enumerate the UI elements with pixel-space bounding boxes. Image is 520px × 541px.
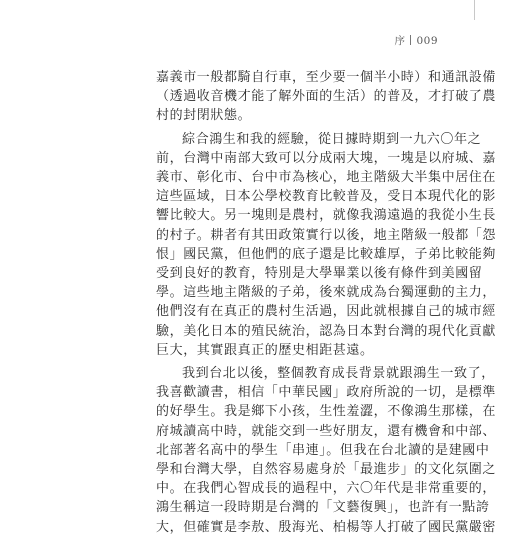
text-line: 村的封閉狀態。: [156, 108, 252, 124]
text-line: 恨」國民黨，但他們的底子還是比較雄厚，子弟比較能夠: [156, 246, 497, 262]
text-line: 綜合鴻生和我的經驗，從日據時期到一九六〇年之: [182, 131, 482, 147]
paragraph-2: [156, 130, 497, 360]
text-line: 我喜歡讀書，相信「中華民國」政府所說的一切，是標準: [156, 385, 497, 401]
text-line: 中。在我們心智成長的過程中，六〇年代是非常重要的，: [156, 481, 497, 497]
section-title: 序: [394, 35, 406, 47]
text-line: 學和台灣大學，自然容易處身於「最進步」的文化氛圍之: [156, 462, 497, 478]
paragraph-1: [156, 68, 497, 126]
text-line: 嘉義市一般都騎自行車，至少要一個半小時）和通訊設備: [156, 70, 497, 85]
text-line: 學。這些地主階級的子弟，後來就成為台獨運動的主力，: [156, 285, 497, 301]
text-line: 我到台北以後，整個教育成長背景就跟鴻生一致了，: [182, 366, 495, 382]
text-line: 北部著名高中的學生「串連」。但我在台北讀的是建國中: [156, 442, 490, 458]
text-line: 受到良好的教育，特別是大學畢業以後有條件到美國留: [156, 266, 483, 282]
body-text: [156, 68, 497, 541]
text-line: （透過收音機才能了解外面的生活）的普及，才打破了農: [156, 89, 497, 105]
text-line: 前，台灣中南部大致可以分成兩大塊，一塊是以府城、嘉: [156, 150, 497, 166]
page-number: 009: [416, 35, 438, 47]
text-line: 響比較大。另一塊則是農村，就像我鴻遠過的我從小生長: [156, 208, 497, 224]
text-line: 驗，美化日本的殖民統治，認為日本對台灣的現代化貢獻: [156, 323, 497, 339]
text-line: 大，但確實是李敖、殷海光、柏楊等人打破了國民黨嚴密: [156, 519, 497, 535]
text-line: 鴻生稱這一段時期是台灣的「文藝復興」，也許有一點誇: [156, 500, 490, 516]
paragraph-3: [156, 364, 497, 537]
text-line: 義市、彰化市、台中市為核心，地主階級大半集中居住在: [156, 170, 497, 186]
text-line: 他們沒有在真正的農村生活過，因此就根據自己的城市經: [156, 304, 497, 320]
text-line: 這些區域，日本公學校教育比較普及，受日本現代化的影: [156, 189, 497, 205]
header-separator: [410, 35, 411, 45]
text-line: 的村子。耕者有其田政策實行以後，地主階級一般都「怨: [156, 227, 497, 243]
text-line: 巨大，其實跟真正的歷史相距甚遠。: [156, 342, 374, 358]
running-header: [338, 33, 438, 48]
text-line: 府城讀高中時，就能交到一些好朋友，還有機會和中部、: [156, 423, 497, 439]
text-line: 的好學生。我是鄉下小孩，生性羞澀，不像鴻生那樣，在: [156, 404, 497, 420]
page-edge-line: [474, 0, 475, 20]
